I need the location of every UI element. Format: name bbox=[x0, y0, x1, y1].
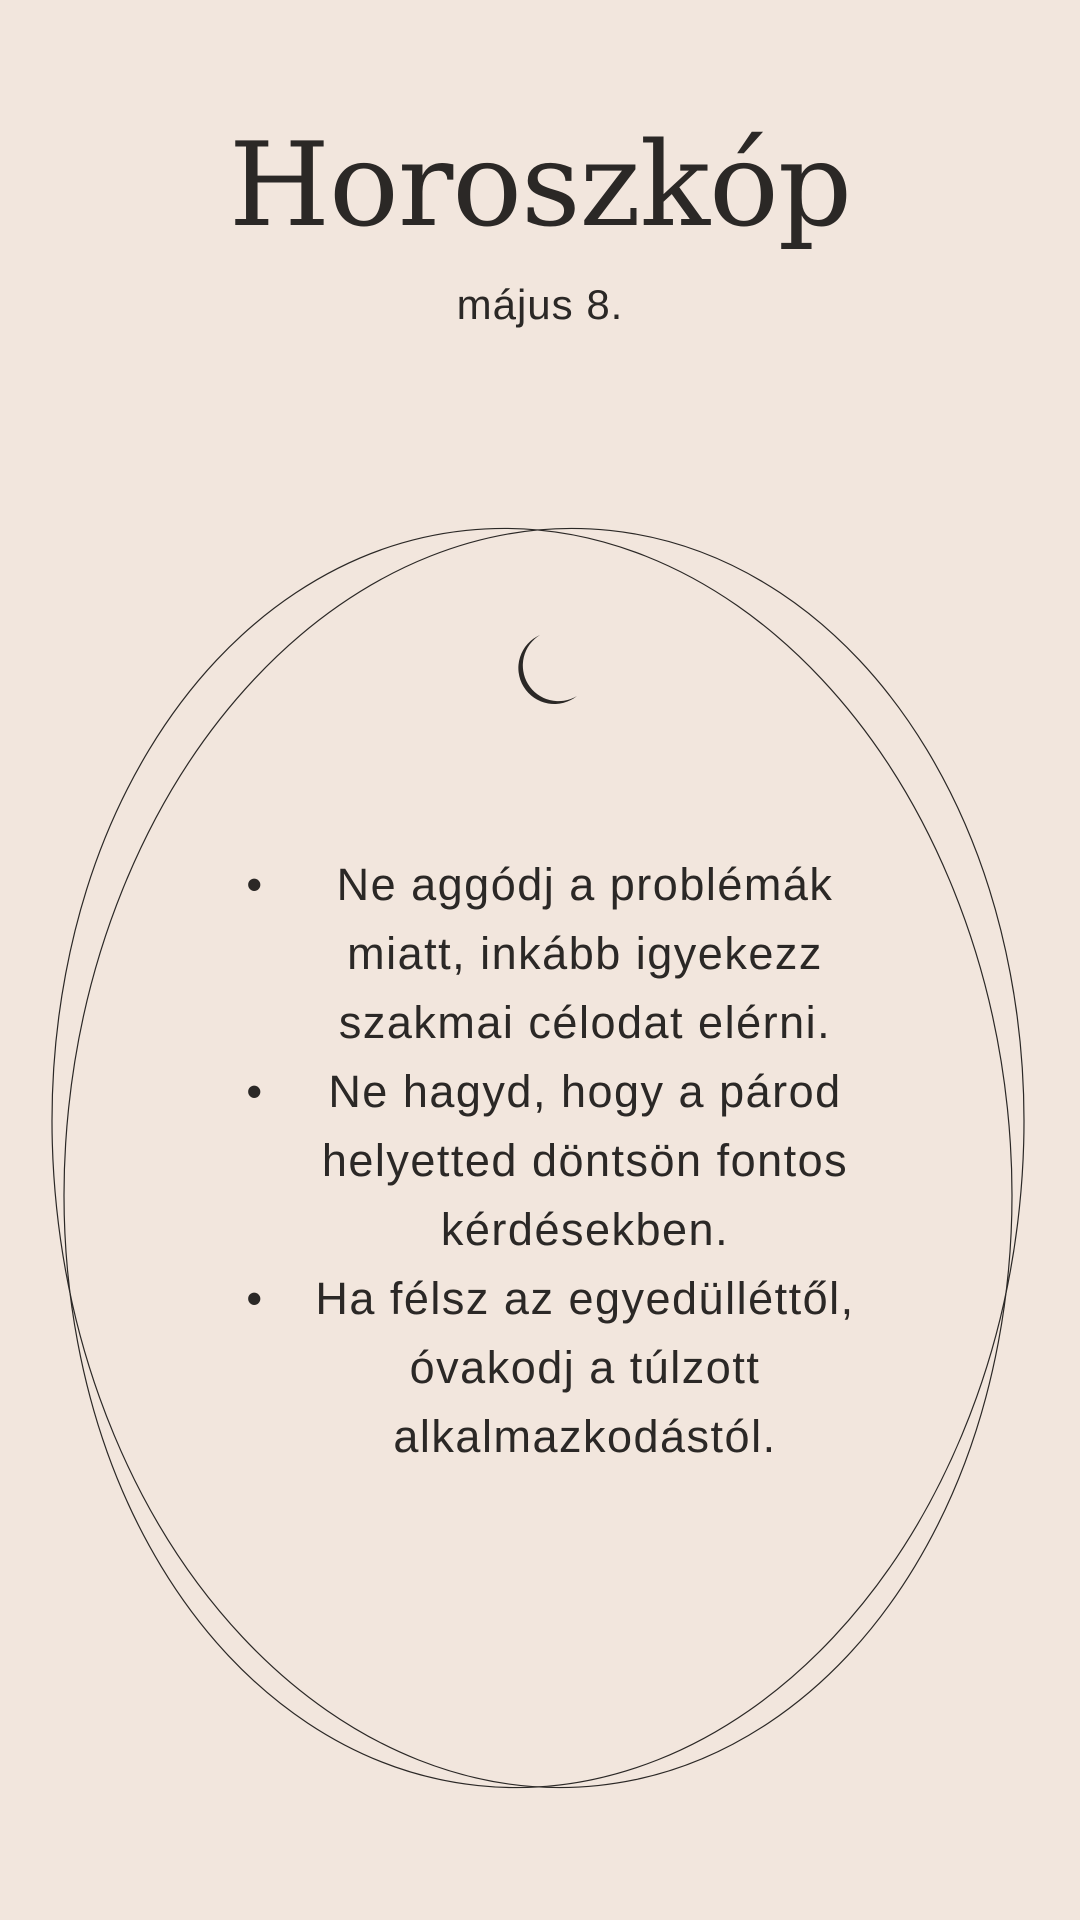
bullet-icon: • bbox=[246, 1273, 264, 1324]
date-label: május 8. bbox=[456, 281, 624, 328]
tip-text: Ne hagyd, hogy a párod helyetted döntsön fontos kérdésekben. bbox=[321, 1066, 849, 1255]
tip-text: Ne aggódj a problémák miatt, inkább igyekezz szakmai célodat elérni. bbox=[336, 859, 834, 1048]
page-title: Horoszkóp bbox=[228, 118, 852, 253]
list-item bbox=[225, 1264, 885, 1471]
bullet-icon: • bbox=[246, 859, 264, 910]
list-item bbox=[225, 1057, 885, 1264]
tips-list bbox=[225, 850, 885, 1471]
list-item bbox=[225, 850, 885, 1057]
tip-text: Ha félsz az egyedülléttől, óvakodj a túlzott alkalmazkodástól. bbox=[315, 1273, 855, 1462]
bullet-icon: • bbox=[246, 1066, 264, 1117]
crescent-moon-icon bbox=[500, 632, 580, 712]
